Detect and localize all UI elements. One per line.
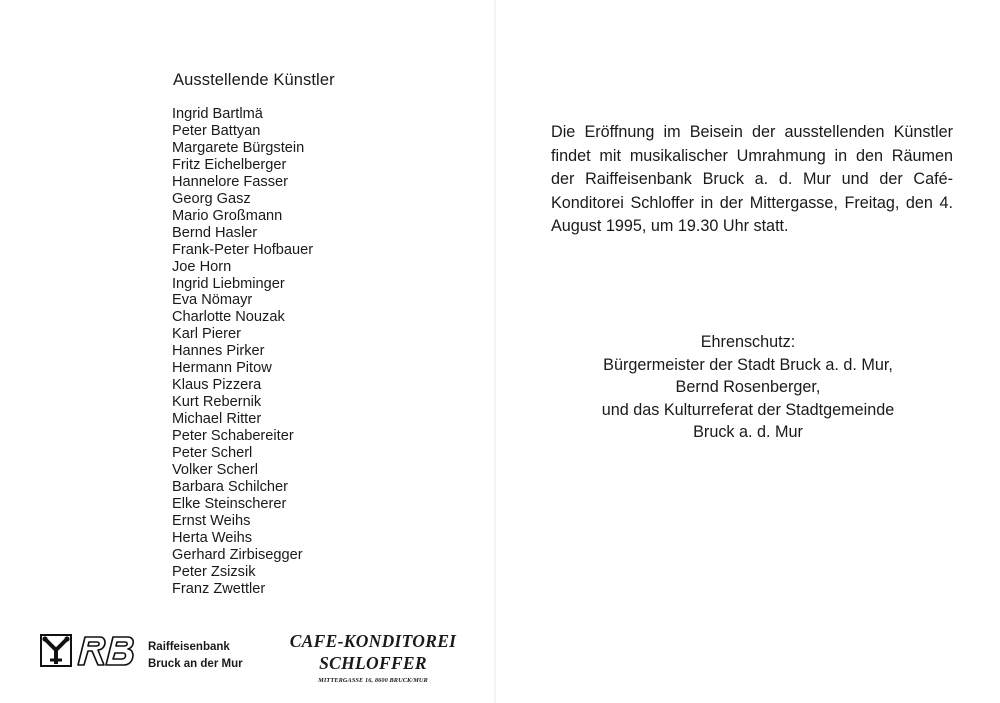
artist-name: Gerhard Zirbisegger <box>172 546 303 563</box>
patronage-line: und das Kulturreferat der Stadtgemeinde <box>601 400 895 419</box>
artist-name: Herta Weihs <box>172 529 253 546</box>
bank-location-line: Bruck an der Mur <box>148 658 243 670</box>
artist-name: Charlotte Nouzak <box>172 309 285 326</box>
cafe-address: MITTERGASSE 16, 8600 BRUCK/MUR <box>318 677 428 684</box>
artist-name: Fritz Eichelberger <box>172 156 287 173</box>
artist-name: Barbara Schilcher <box>172 478 288 495</box>
right-page <box>496 0 1000 703</box>
artist-name: Peter Schabereiter <box>172 428 294 445</box>
artist-name: Bernd Hasler <box>172 224 258 241</box>
patronage-line: Bruck a. d. Mur <box>693 423 803 441</box>
artist-name: Hannelore Fasser <box>172 173 288 190</box>
patronage-line: Bürgermeister der Stadt Bruck a. d. Mur, <box>603 355 893 374</box>
artist-name: Peter Scherl <box>172 445 253 462</box>
patronage-label: Ehrenschutz: <box>700 333 796 351</box>
bank-name <box>148 639 243 673</box>
artist-name: Michael Ritter <box>172 411 262 428</box>
artist-name: Karl Pierer <box>172 326 241 343</box>
artist-name: Georg Gasz <box>172 190 251 207</box>
artist-name: Peter Zsizsik <box>172 563 256 580</box>
artist-name: Joe Horn <box>172 258 232 275</box>
artist-name: Klaus Pizzera <box>172 377 262 394</box>
artist-name: Hermann Pitow <box>172 360 272 377</box>
bank-name-line: Raiffeisenbank <box>148 641 230 653</box>
artist-name: Ernst Weihs <box>172 512 251 529</box>
artist-name: Margarete Bürgstein <box>172 139 305 156</box>
cafe-title-line2: SCHLOFFER <box>319 653 427 673</box>
patronage-line: Bernd Rosenberger, <box>675 378 821 396</box>
artist-name: Ingrid Bartlmä <box>172 106 263 122</box>
artist-name: Volker Scherl <box>172 462 258 479</box>
patronage-block <box>496 331 1000 444</box>
cafe-title-line1: CAFE-KONDITOREI <box>289 631 457 651</box>
opening-paragraph: Die Eröffnung im Beisein der ausstellenden Künstler findet mit musikalischer Umrahmung in den Räumen der Raiffeisenbank Bruck a. d. Mur und der Café-Konditorei Schloffer in der Mittergasse, Freitag, den 4. August 1995, um 19.30 Uhr statt. <box>551 123 953 235</box>
artist-name: Peter Battyan <box>172 122 261 139</box>
artist-name: Frank-Peter Hofbauer <box>172 241 314 258</box>
artist-name: Elke Steinscherer <box>172 495 287 512</box>
artist-list <box>172 106 313 598</box>
artist-name: Franz Zwettler <box>172 580 266 597</box>
left-page <box>0 0 494 703</box>
raiffeisen-logo <box>40 634 138 668</box>
artist-name: Eva Nömayr <box>172 292 253 309</box>
cafe-logo <box>280 630 466 684</box>
artist-name: Hannes Pirker <box>172 343 265 360</box>
artist-name: Ingrid Liebminger <box>172 275 285 292</box>
artist-name: Kurt Rebernik <box>172 394 262 411</box>
artists-heading: Ausstellende Künstler <box>173 71 335 89</box>
artist-name: Mario Großmann <box>172 207 283 224</box>
